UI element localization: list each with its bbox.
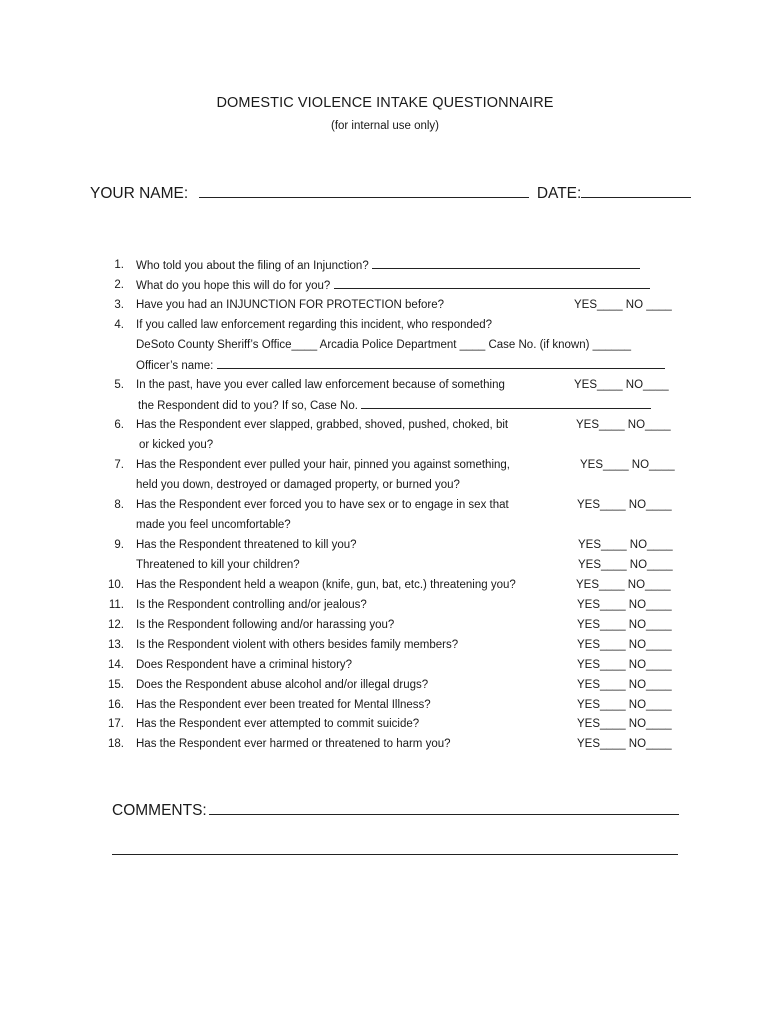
question-4 [0, 317, 770, 333]
question-10 [0, 577, 770, 593]
answer-field-2[interactable] [334, 277, 650, 289]
yes-no-field[interactable]: YES____ NO____ [578, 539, 673, 551]
question-4-line-3 [0, 357, 770, 373]
question-number: 13. [108, 639, 124, 651]
question-4-line-2 [0, 337, 770, 353]
name-label: YOUR NAME: [90, 185, 189, 202]
question-number: 17. [108, 718, 124, 730]
question-text-continued: or kicked you? [139, 439, 214, 451]
yes-no-field[interactable]: YES____ NO____ [576, 579, 671, 591]
question-number: 5. [114, 379, 124, 391]
question-5-line-2 [0, 397, 770, 413]
question-text: Has the Respondent ever forced you to have sex or to engage in sex that [136, 499, 509, 511]
comments-field-line-2[interactable] [112, 854, 678, 855]
question-text: Has the Respondent ever harmed or threatened to harm you? [136, 738, 451, 750]
question-number: 7. [114, 459, 124, 471]
question-9-line-2 [0, 557, 770, 573]
question-number: 8. [114, 499, 124, 511]
question-number: 15. [108, 679, 124, 691]
question-text-continued: Threatened to kill your children? [136, 559, 300, 571]
question-17 [0, 716, 770, 732]
yes-no-field[interactable]: YES____ NO____ [577, 659, 672, 671]
question-14 [0, 657, 770, 673]
yes-no-field[interactable]: YES____ NO____ [577, 599, 672, 611]
question-7-line-2 [0, 477, 770, 493]
question-7 [0, 457, 770, 473]
question-1 [0, 257, 770, 273]
yes-no-field[interactable]: YES____ NO____ [577, 619, 672, 631]
question-number: 18. [108, 738, 124, 750]
question-12 [0, 617, 770, 633]
question-text: Has the Respondent ever been treated for Mental Illness? [136, 699, 431, 711]
question-text: Is the Respondent controlling and/or jealous? [136, 599, 367, 611]
question-number: 9. [114, 539, 124, 551]
question-text: Is the Respondent violent with others besides family members? [136, 639, 459, 651]
question-18 [0, 736, 770, 752]
question-2 [0, 277, 770, 293]
yes-no-field[interactable]: YES____ NO ____ [574, 299, 672, 311]
name-field[interactable] [199, 185, 529, 198]
comments-row [112, 802, 682, 820]
question-3 [0, 297, 770, 313]
question-6-line-2 [0, 437, 770, 453]
question-8 [0, 497, 770, 513]
question-number: 6. [114, 419, 124, 431]
officer-name-field[interactable] [217, 357, 665, 369]
yes-no-field[interactable]: YES____ NO____ [577, 639, 672, 651]
question-6 [0, 417, 770, 433]
question-text-continued: made you feel uncomfortable? [136, 519, 291, 531]
question-9 [0, 537, 770, 553]
date-label: DATE: [536, 185, 582, 202]
question-text: Has the Respondent ever pulled your hair, pinned you against something, [136, 459, 510, 471]
question-text-continued: the Respondent did to you? If so, Case No. [138, 400, 358, 412]
question-16 [0, 697, 770, 713]
question-number: 2. [114, 279, 124, 291]
question-5 [0, 377, 770, 393]
yes-no-field[interactable]: YES____ NO____ [577, 738, 672, 750]
comments-field[interactable] [209, 802, 679, 815]
question-text: Is the Respondent following and/or harassing you? [136, 619, 395, 631]
question-text: Who told you about the filing of an Injunction? [136, 260, 369, 272]
responding-agency-options[interactable]: DeSoto County Sheriff’s Office____ Arcadia Police Department ____ Case No. (if known) ______ [136, 339, 631, 351]
question-13 [0, 637, 770, 653]
question-text: Does the Respondent abuse alcohol and/or illegal drugs? [136, 679, 429, 691]
question-number: 3. [114, 299, 124, 311]
comments-label: COMMENTS: [112, 802, 207, 819]
question-number: 10. [108, 579, 124, 591]
question-text: In the past, have you ever called law enforcement because of something [136, 379, 505, 391]
question-text-continued: held you down, destroyed or damaged property, or burned you? [136, 479, 460, 491]
question-number: 11. [108, 599, 124, 611]
question-text: What do you hope this will do for you? [136, 280, 331, 292]
question-number: 16. [108, 699, 124, 711]
yes-no-field[interactable]: YES____ NO____ [576, 419, 671, 431]
question-text: Has the Respondent threatened to kill you? [136, 539, 357, 551]
question-text: Has the Respondent ever slapped, grabbed, shoved, pushed, choked, bit [136, 419, 509, 431]
question-8-line-2 [0, 517, 770, 533]
question-number: 12. [108, 619, 124, 631]
yes-no-field[interactable]: YES____ NO____ [577, 699, 672, 711]
question-number: 4. [114, 319, 124, 331]
answer-field-1[interactable] [372, 257, 640, 269]
question-text: Does Respondent have a criminal history? [136, 659, 353, 671]
yes-no-field[interactable]: YES____ NO____ [577, 718, 672, 730]
question-text: Have you had an INJUNCTION FOR PROTECTION before? [136, 299, 445, 311]
question-number: 1. [114, 259, 124, 271]
question-text: If you called law enforcement regarding this incident, who responded? [136, 319, 493, 331]
page-subtitle: (for internal use only) [330, 120, 440, 132]
case-number-field[interactable] [361, 397, 651, 409]
yes-no-field[interactable]: YES____ NO____ [577, 679, 672, 691]
question-number: 14. [108, 659, 124, 671]
question-15 [0, 677, 770, 693]
question-11 [0, 597, 770, 613]
date-field[interactable] [581, 185, 691, 198]
yes-no-field[interactable]: YES____ NO____ [578, 559, 673, 571]
question-text: Has the Respondent held a weapon (knife, gun, bat, etc.) threatening you? [136, 579, 516, 591]
officer-name-label: Officer’s name: [136, 360, 214, 372]
yes-no-field[interactable]: YES____ NO____ [574, 379, 669, 391]
page-title: DOMESTIC VIOLENCE INTAKE QUESTIONNAIRE [216, 95, 554, 111]
question-text: Has the Respondent ever attempted to commit suicide? [136, 718, 420, 730]
name-date-row [90, 185, 680, 203]
yes-no-field[interactable]: YES____ NO____ [577, 499, 672, 511]
yes-no-field[interactable]: YES____ NO____ [580, 459, 675, 471]
